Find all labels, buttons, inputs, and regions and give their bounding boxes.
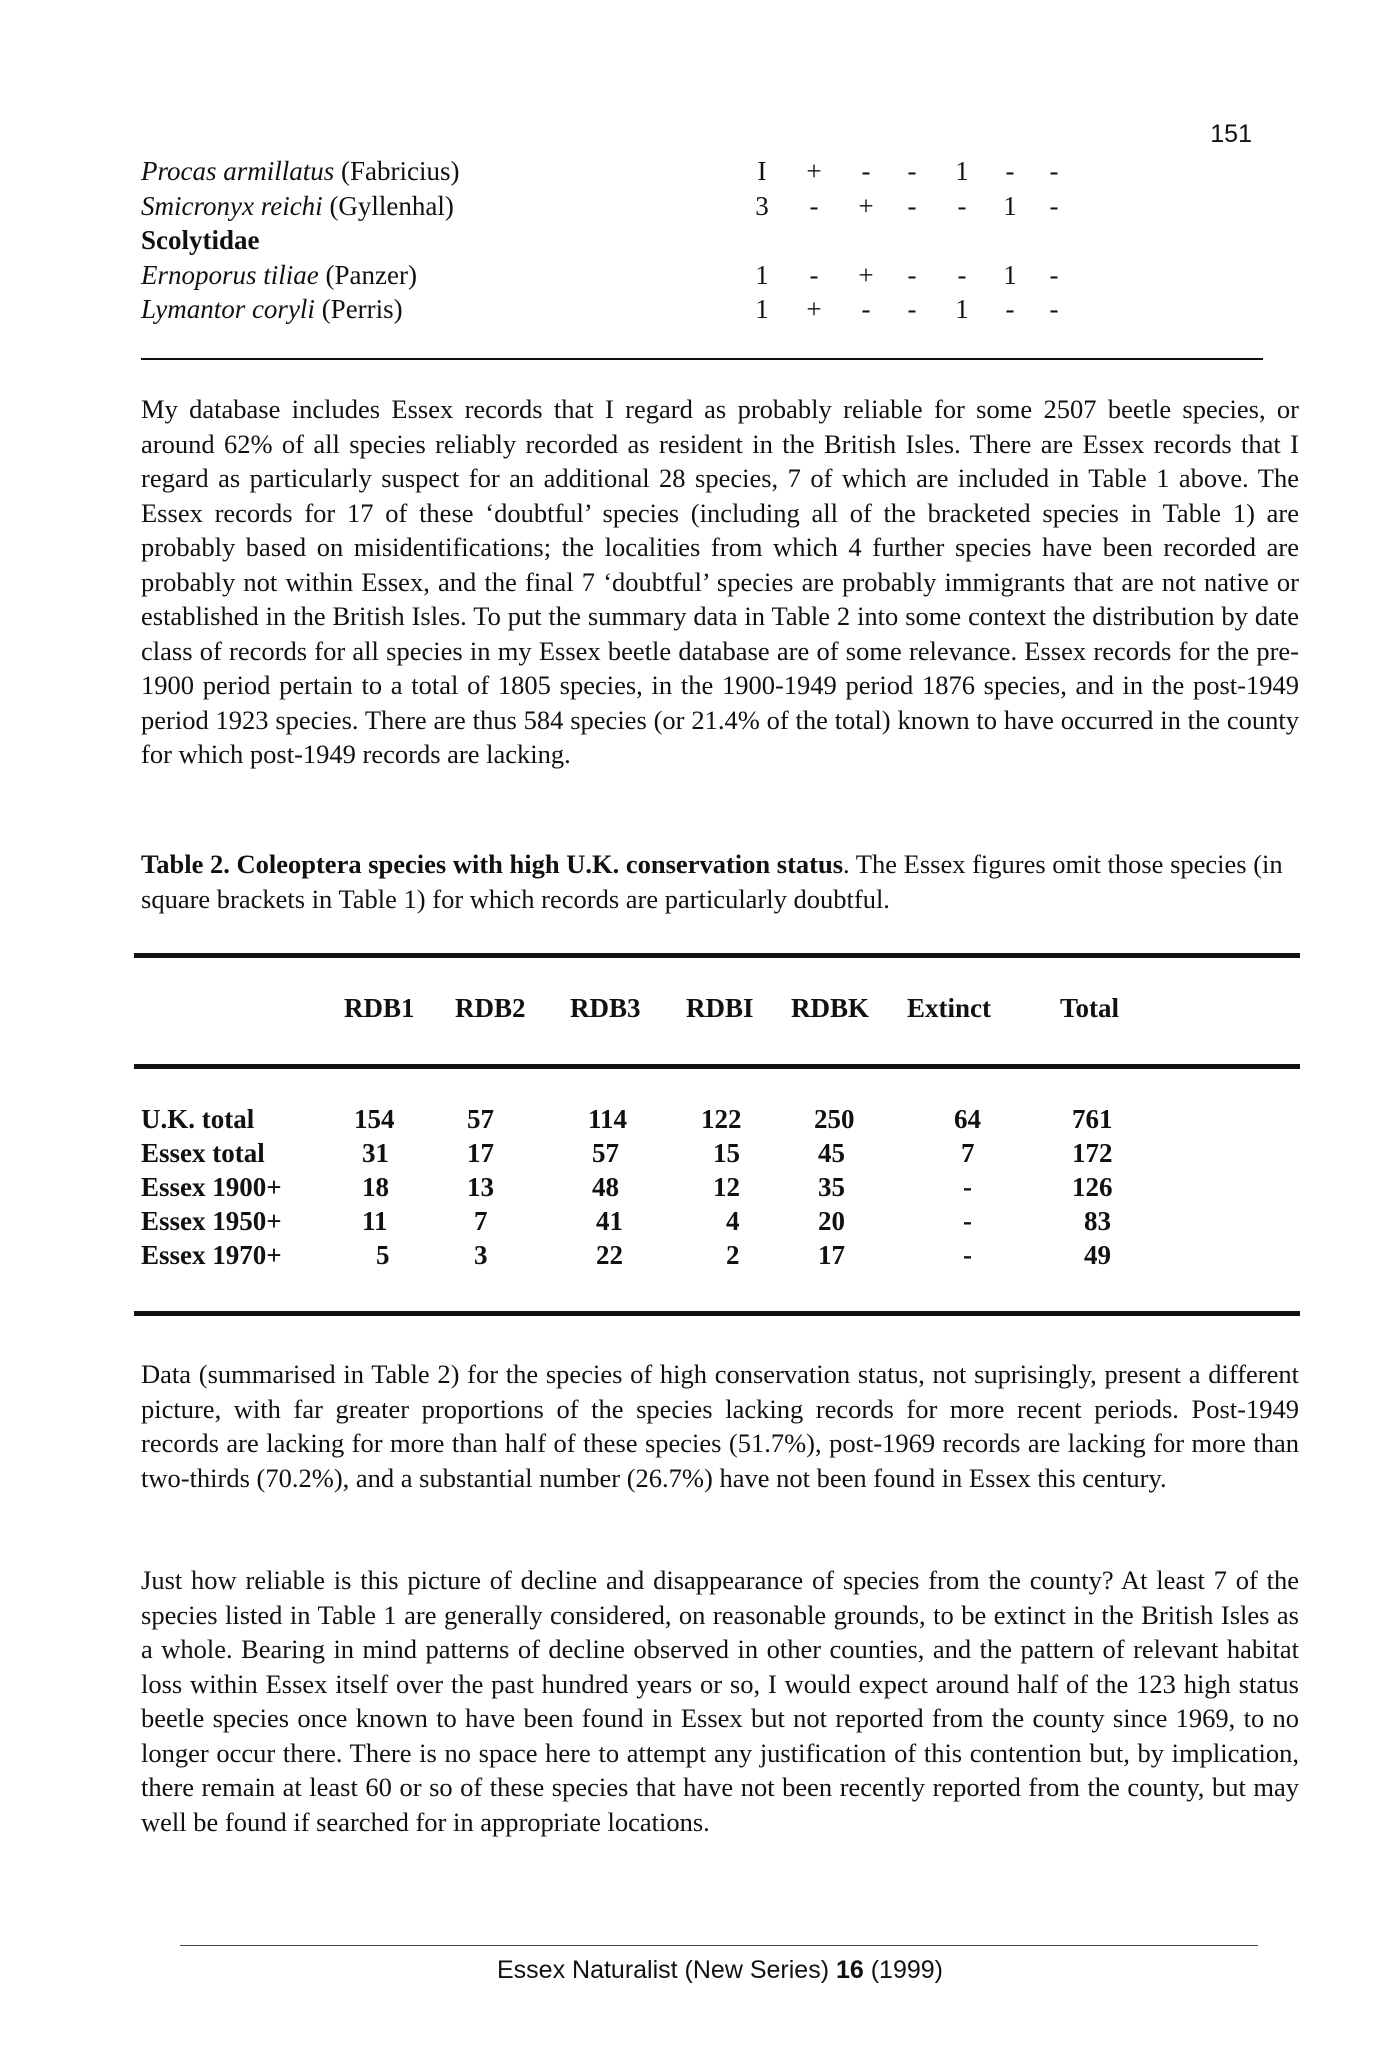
species-value: + [806,156,822,186]
family-row [141,223,1141,258]
cell: 17 [467,1138,494,1168]
cell: 761 [1072,1104,1113,1134]
table2-header-cell: RDB3 [570,993,641,1023]
species-value: - [1049,190,1059,221]
species-value: - [907,156,917,186]
species-value: + [858,190,874,221]
cell: 15 [713,1138,740,1168]
cell: 31 [362,1138,389,1168]
table2-header-rule [134,1064,1300,1069]
species-value: 1 [1003,190,1017,221]
species-row [141,258,1141,293]
species-value: 1 [1003,259,1017,290]
cell: 57 [467,1104,494,1134]
species-value: - [1049,259,1059,290]
cell: 126 [1072,1172,1113,1202]
table1-end-rule [141,358,1263,360]
table2-header-cell: Extinct [907,993,991,1023]
species-value: - [1049,294,1059,324]
body-paragraph: My database includes Essex records that I regard as probably reliable for some 2507 beetle species, or around 62% of all species reliably recorded as resident in the British Isles. There are Essex records that I regard as particularly suspect for an additional 28 species, 7 of which are included in Table 1 above. The Essex records for 17 of these ‘doubtful’ species (including all of the bracketed species in Table 1) are probably based on misidentifications; the localities from which 4 further species have been recorded are probably not within Essex, and the final 7 ‘doubtful’ species are probably immigrants that are not native or established in the British Isles. To put the summary data in Table 2 into some context the distribution by date class of records for all species in my Essex beetle database are of some relevance. Essex records for the pre-1900 period pertain to a total of 1805 species, in the 1900-1949 period 1876 species, and in the post-1949 period 1923 species. There are thus 584 species (or 21.4% of the total) known to have occurred in the county for which post-1949 records are lacking. [141,394,1299,769]
cell: 7 [961,1138,975,1168]
species-author: (Panzer) [318,259,417,290]
species-author: (Perris) [314,294,403,324]
species-value: I [757,156,767,186]
cell: 49 [1084,1240,1111,1270]
cell: 3 [474,1240,488,1270]
species-value: - [957,190,967,221]
cell: 5 [376,1240,390,1270]
cell: 172 [1072,1138,1113,1168]
species-name: Lymantor coryli [141,294,315,324]
species-value: - [861,294,871,324]
cell: 83 [1084,1206,1111,1236]
species-value: - [907,294,917,324]
table-row [141,1172,1301,1206]
cell: - [963,1172,972,1202]
species-value: 1 [755,259,769,290]
footer-rule [180,1945,1258,1946]
species-value: 1 [955,294,969,324]
body-paragraph: Just how reliable is this picture of decline and disappearance of species from the county? At least 7 of the species listed in Table 1 are generally considered, on reasonable grounds, to be extinct in the British Isles as a whole. Bearing in mind patterns of decline observed in other counties, and the pattern of relevant habitat loss within Essex itself over the past hundred years or so, I would expect around half of the 123 high status beetle species once known to have been found in Essex but not reported from the county since 1969, to no longer occur there. There is no space here to attempt any justification of this contention but, by implication, there remain at least 60 or so of these species that have not been recently reported from the county, but may well be found if searched for in appropriate locations. [141,1565,1299,1837]
table2-header-cell: RDB1 [344,993,415,1023]
cell: 48 [592,1172,619,1202]
table2-header-cell: Total [1060,993,1120,1023]
species-list [141,154,1141,327]
species-value: + [858,259,874,290]
row-label: Essex 1970+ [141,1240,282,1270]
species-author: (Fabricius) [334,156,460,186]
cell: - [963,1240,972,1270]
footer-journal: Essex Naturalist (New Series) [496,1956,836,1984]
species-value: - [861,156,871,186]
footer [0,1956,1400,1985]
table2-header-cell: RDBK [791,993,870,1023]
cell: 122 [701,1104,742,1134]
cell: 250 [814,1104,855,1134]
table2-caption-text: . The Essex figures omit those species (in square brackets in Table 1) for which records are particularly doubtful. [141,849,1283,914]
cell: 17 [818,1240,845,1270]
cell: - [963,1206,972,1236]
table-row [141,1206,1301,1240]
table-row [141,1104,1301,1138]
species-value: + [806,294,822,324]
cell: 20 [818,1206,845,1236]
species-value: - [907,259,917,290]
species-name: Smicronyx reichi [141,190,323,221]
table-row [141,1138,1301,1172]
row-label: U.K. total [141,1104,255,1134]
row-label: Essex 1900+ [141,1172,282,1202]
species-value: 1 [755,294,769,324]
page-number: 151 [1210,120,1252,148]
row-label: Essex 1950+ [141,1206,282,1236]
footer-volume: 16 [835,1956,864,1984]
cell: 12 [713,1172,740,1202]
cell: 35 [818,1172,845,1202]
cell: 45 [818,1138,845,1168]
table2-bottom-rule [134,1311,1300,1316]
species-value: - [809,259,819,290]
table-row [141,1240,1301,1274]
cell: 154 [354,1104,395,1134]
species-value: - [809,190,819,221]
species-value: - [1005,294,1015,324]
cell: 4 [726,1206,740,1236]
table2-header-cell: RDB2 [455,993,526,1023]
row-label: Essex total [141,1138,265,1168]
cell: 2 [726,1240,740,1270]
species-name: Ernoporus tiliae [141,259,319,290]
table2-caption [141,847,1299,916]
cell: 11 [362,1206,388,1236]
species-value: - [957,259,967,290]
cell: 22 [596,1240,623,1270]
species-row [141,154,1141,189]
table2-caption-title: Table 2. Coleoptera species with high U.K. conservation status [141,849,844,879]
cell: 7 [474,1206,488,1236]
species-value: - [1049,156,1059,186]
species-author: (Gyllenhal) [322,190,454,221]
cell: 114 [588,1104,628,1134]
body-paragraph: Data (summarised in Table 2) for the species of high conservation status, not suprisingly, present a different picture, with far greater proportions of the species lacking records for more recent periods. Post-1949 records are lacking for more than half of these species (51.7%), post-1969 records are lacking for more than two-thirds (70.2%), and a substantial number (26.7%) have not been found in Essex this century. [141,1359,1299,1493]
cell: 64 [954,1104,981,1134]
species-value: 3 [755,190,769,221]
cell: 13 [467,1172,494,1202]
species-value: - [907,190,917,221]
cell: 41 [596,1206,623,1236]
species-value: 1 [955,156,969,186]
cell: 57 [592,1138,619,1168]
family-name: Scolytidae [141,225,260,255]
table2-header-cell: RDBI [686,993,754,1023]
species-value: - [1005,156,1015,186]
cell: 18 [362,1172,389,1202]
species-name: Procas armillatus [141,156,335,186]
species-row [141,292,1141,327]
footer-year: (1999) [863,1956,943,1984]
table2-top-rule [134,953,1300,958]
species-row [141,189,1141,224]
